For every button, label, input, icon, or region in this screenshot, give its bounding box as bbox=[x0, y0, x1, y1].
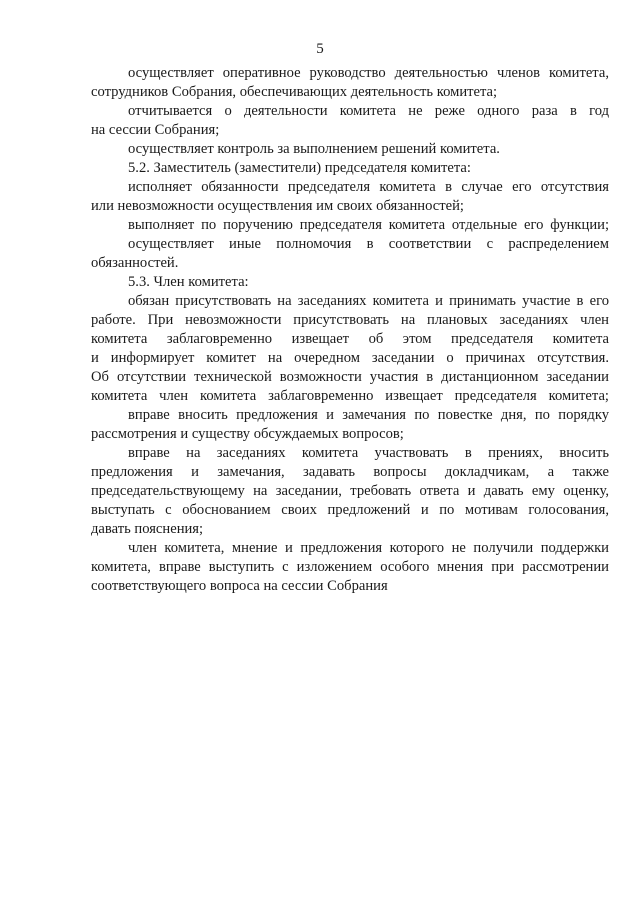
text-line: предложения и замечания, задавать вопросы докладчикам, а также bbox=[91, 464, 609, 480]
text-line: исполняет обязанности председателя комитета в случае его отсутствия bbox=[128, 179, 609, 195]
text-line: и информирует комитет на очередном заседании о причинах отсутствия. bbox=[91, 350, 609, 366]
text-line: выполняет по поручению председателя комитета отдельные его функции; bbox=[128, 217, 609, 233]
text-line: комитета член комитета заблаговременно извещает председателя комитета; bbox=[91, 388, 609, 404]
text-line: соответствующего вопроса на сессии Собрания bbox=[91, 578, 388, 594]
text-line: 5.3. Член комитета: bbox=[128, 274, 249, 290]
page-number: 5 bbox=[316, 41, 324, 57]
text-line: 5.2. Заместитель (заместители) председателя комитета: bbox=[128, 160, 471, 176]
text-line: председательствующему на заседании, требовать ответа и давать ему оценку, bbox=[91, 483, 609, 499]
document-body bbox=[91, 64, 609, 596]
text-line: осуществляет иные полномочия в соответствии с распределением bbox=[128, 236, 609, 252]
text-line: работе. При невозможности присутствовать на плановых заседаниях член bbox=[91, 312, 609, 328]
text-line: обязан присутствовать на заседаниях комитета и принимать участие в его bbox=[128, 293, 609, 309]
text-line: отчитывается о деятельности комитета не реже одного раза в год bbox=[128, 103, 609, 119]
text-line: на сессии Собрания; bbox=[91, 122, 220, 138]
text-line: член комитета, мнение и предложения которого не получили поддержки bbox=[128, 540, 609, 556]
text-line: выступать с обоснованием своих предложений и по мотивам голосования, bbox=[91, 502, 609, 518]
text-line: комитета заблаговременно извещает об этом председателя комитета bbox=[91, 331, 609, 347]
text-line: или невозможности осуществления им своих обязанностей; bbox=[91, 198, 464, 214]
text-line: осуществляет контроль за выполнением решений комитета. bbox=[128, 141, 500, 157]
text-line: вправе на заседаниях комитета участвовать в прениях, вносить bbox=[128, 445, 609, 461]
text-line: обязанностей. bbox=[91, 255, 179, 271]
text-line: осуществляет оперативное руководство деятельностью членов комитета, bbox=[128, 65, 609, 81]
text-line: давать пояснения; bbox=[91, 521, 204, 537]
text-line: рассмотрения и существу обсуждаемых вопросов; bbox=[91, 426, 404, 442]
text-line: комитета, вправе выступить с изложением особого мнения при рассмотрении bbox=[91, 559, 609, 575]
text-line: Об отсутствии технической возможности участия в дистанционном заседании bbox=[91, 369, 609, 385]
text-line: сотрудников Собрания, обеспечивающих деятельность комитета; bbox=[91, 84, 498, 100]
text-line: вправе вносить предложения и замечания по повестке дня, по порядку bbox=[128, 407, 609, 423]
